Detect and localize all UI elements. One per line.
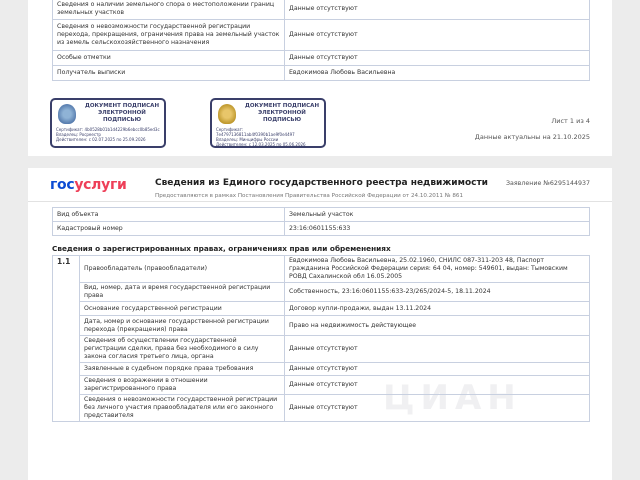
row-label: Сведения о наличии земельного спора о местоположении границ земельных участков — [53, 0, 285, 20]
table-row — [53, 222, 590, 236]
page-subtitle: Предоставляются в рамках Постановления Правительства Российской Федерации от 24.10.2011 № 861 — [155, 193, 464, 199]
row-label: Основание государственной регистрации — [80, 302, 285, 316]
stamp-cert: Сертификат: 7e4797136811ab4f0390b1ae9f0e4497 — [216, 127, 295, 137]
table-row — [53, 208, 590, 222]
stamp-valid: Действителен: с 12.03.2025 по 05.06.2026 — [216, 142, 306, 147]
data-actual-date: Данные актуальны на 21.10.2025 — [474, 133, 590, 141]
table-row — [53, 0, 590, 20]
table-row — [53, 336, 590, 363]
row-label: Получатель выписки — [53, 66, 285, 81]
table-row — [53, 20, 590, 51]
page-title: Сведения из Единого государственного реестра недвижимости — [155, 178, 488, 188]
stamp-valid: Действителен: с 02.07.2025 по 25.09.2026 — [56, 137, 146, 142]
signature-stamp-mintsifry — [210, 98, 326, 148]
watermark: ЦИАН — [383, 378, 522, 418]
row-value: Данные отсутствуют — [285, 395, 590, 422]
table-row — [53, 302, 590, 316]
stamp-cert: Сертификат: 4b0528b01b1d4229b6ebcc0b85ed3c — [56, 127, 160, 132]
sheet-number: Лист 1 из 4 — [551, 117, 590, 125]
row-label: Вид, номер, дата и время государственной регистрации права — [80, 283, 285, 302]
page-1 — [28, 0, 612, 156]
row-label: Особые отметки — [53, 51, 285, 66]
details-table — [52, 0, 590, 81]
stamp-heading: ДОКУМЕНТ ПОДПИСАН ЭЛЕКТРОННОЙ ПОДПИСЬЮ — [84, 103, 160, 123]
row-value: 23:16:0601155:633 — [285, 222, 590, 236]
row-value: Собственность, 23:16:0601155:633-23/265/2024-5, 18.11.2024 — [285, 283, 590, 302]
row-label: Сведения о возражении в отношении зарегистрированного права — [80, 376, 285, 395]
row-label: Сведения об осуществлении государственной регистрации сделки, права без необходимого в силу закона согласия третьего лица, органа — [80, 336, 285, 363]
object-table — [52, 207, 590, 236]
row-value: Евдокимова Любовь Васильевна, 25.02.1960, СНИЛС 087-311-203 48, Паспорт гражданина Российской Федерации серия: 64 04, номер: 549601, выдан: Тымовским РОВД Сахалинской обл 16.05.2005 — [285, 256, 590, 283]
row-label: Правообладатель (правообладатели) — [80, 256, 285, 283]
table-row — [53, 316, 590, 336]
item-number: 1.1 — [53, 256, 80, 422]
row-value: Евдокимова Любовь Васильевна — [285, 66, 590, 81]
table-row — [53, 66, 590, 81]
row-label: Заявленные в судебном порядке права требования — [80, 363, 285, 376]
row-value: Данные отсутствуют — [285, 336, 590, 363]
application-number: Заявление №6295144937 — [506, 180, 590, 187]
table-row — [53, 376, 590, 395]
table-row — [53, 256, 590, 283]
table-row — [53, 51, 590, 66]
coat-of-arms-icon — [218, 104, 236, 124]
row-value: Данные отсутствуют — [285, 376, 590, 395]
table-row — [53, 395, 590, 422]
row-value: Земельный участок — [285, 208, 590, 222]
stamp-owner: Владелец: Росреестр — [56, 132, 101, 137]
signature-stamp-rosreestr — [50, 98, 166, 148]
section-title: Сведения о зарегистрированных правах, ограничениях прав или обременениях — [52, 244, 391, 253]
row-label: Вид объекта — [53, 208, 285, 222]
row-value: Данные отсутствуют — [285, 0, 590, 20]
row-label: Сведения о невозможности государственной регистрации перехода, прекращения, ограничения права на земельный участок из земель сельскохозяйственного назначения — [53, 20, 285, 51]
page-2 — [28, 168, 612, 480]
divider — [28, 201, 612, 202]
row-value: Договор купли-продажи, выдан 13.11.2024 — [285, 302, 590, 316]
stamp-owner: Владелец: Минцифры России — [216, 137, 279, 142]
row-value: Данные отсутствуют — [285, 51, 590, 66]
row-label: Кадастровый номер — [53, 222, 285, 236]
rights-table — [52, 255, 590, 422]
emblem-icon — [58, 104, 76, 124]
table-row — [53, 363, 590, 376]
table-row — [53, 283, 590, 302]
gosuslugi-logo: госуслуги — [50, 177, 127, 193]
row-label: Дата, номер и основание государственной регистрации перехода (прекращения) права — [80, 316, 285, 336]
row-value: Право на недвижимость действующее — [285, 316, 590, 336]
row-label: Сведения о невозможности государственной регистрации без личного участия правообладателя или его законного представителя — [80, 395, 285, 422]
stamp-heading: ДОКУМЕНТ ПОДПИСАН ЭЛЕКТРОННОЙ ПОДПИСЬЮ — [244, 103, 320, 123]
row-value: Данные отсутствуют — [285, 20, 590, 51]
row-value: Данные отсутствуют — [285, 363, 590, 376]
